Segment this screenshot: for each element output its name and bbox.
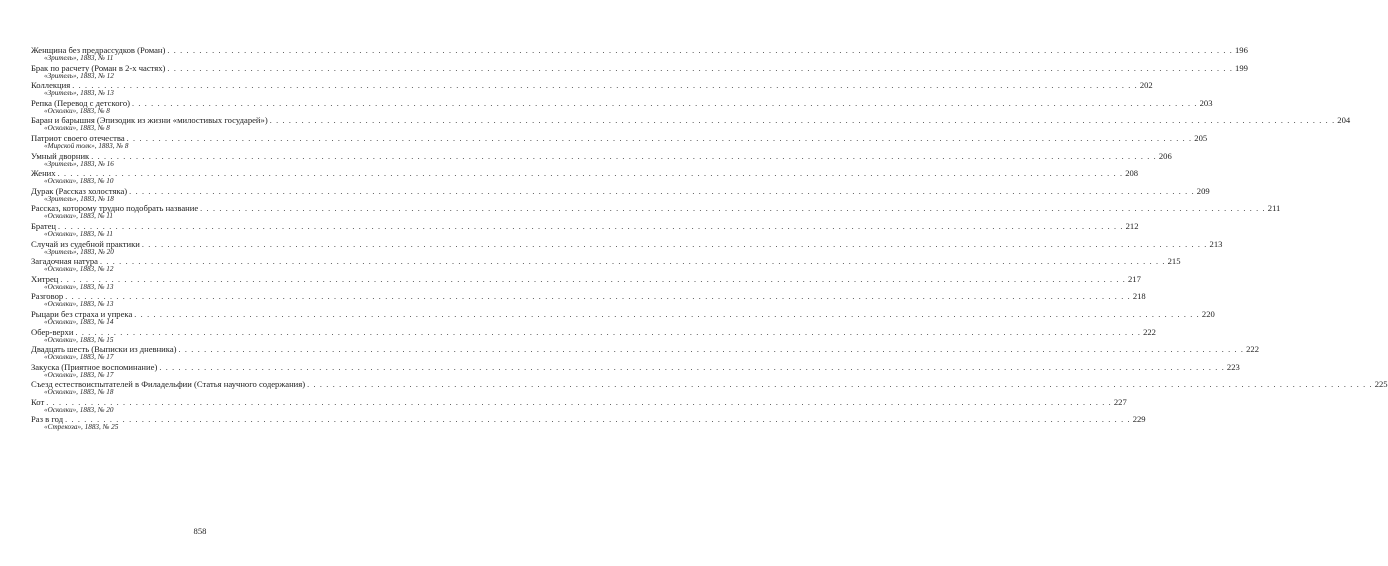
dot-leader	[167, 64, 1233, 74]
entry-source: «Зритель», 1883, № 13	[44, 89, 114, 98]
entry-page-number: 208	[1125, 168, 1139, 179]
entry-source: «Зритель», 1883, № 16	[44, 159, 114, 168]
entry-source: «Осколки», 1883, № 13	[44, 300, 114, 309]
toc-entry	[31, 344, 1259, 362]
toc-entry	[31, 273, 1141, 292]
entry-title: Двадцать шесть (Выписки из дневника)	[31, 344, 177, 355]
entry-page-number: 213	[1209, 238, 1223, 249]
entry-source: «Мирской толк», 1883, № 8	[44, 141, 129, 150]
entry-source: «Осколки», 1883, № 13	[44, 282, 114, 291]
entry-source: «Осколки», 1883, № 12	[44, 265, 114, 274]
toc-entry	[31, 220, 1139, 239]
entry-source: «Осколки», 1883, № 8	[44, 106, 110, 115]
entry-source: «Осколки», 1883, № 11	[44, 212, 113, 221]
entry-page-number: 218	[1132, 291, 1146, 302]
entry-page-number: 202	[1139, 80, 1153, 91]
toc-entry-line	[31, 326, 1156, 337]
toc-entry	[31, 97, 1213, 116]
toc-entry	[31, 308, 1215, 327]
entry-page-number: 229	[1132, 414, 1146, 425]
toc-entry	[31, 203, 1281, 221]
entry-title: Раз в год	[31, 414, 64, 425]
entry-page-number: 209	[1196, 185, 1210, 196]
dot-leader	[179, 345, 1245, 355]
entry-page-number: 211	[1267, 203, 1281, 214]
entry-page-number: 215	[1167, 256, 1181, 267]
entry-title: Патриот своего отечества	[31, 132, 125, 143]
entry-title: Коллекция	[31, 80, 71, 91]
dot-leader	[167, 46, 1233, 56]
toc-entry	[31, 80, 1153, 98]
entry-source: «Осколки», 1883, № 11	[44, 229, 113, 238]
dot-leader	[129, 187, 1195, 197]
entry-title: Умный дворник	[31, 150, 90, 161]
entry-title: Загадочная натура	[31, 256, 98, 267]
entry-page-number: 199	[1235, 62, 1248, 73]
entry-source: «Осколки», 1883, № 18	[44, 388, 114, 397]
dot-leader	[132, 99, 1198, 109]
entry-source: «Осколки», 1883, № 17	[44, 353, 114, 362]
dot-leader	[72, 81, 1138, 91]
dot-leader	[127, 134, 1193, 144]
entry-page-number: 217	[1128, 273, 1141, 284]
toc-entry	[31, 291, 1146, 309]
entry-page-number: 212	[1125, 220, 1139, 231]
entry-title: Кот	[31, 396, 45, 407]
entry-title: Закуска (Приятное воспоминание)	[31, 361, 158, 372]
entry-page-number: 223	[1226, 361, 1240, 372]
entry-title: Обер-верхи	[31, 326, 74, 337]
entry-source: «Осколки», 1883, № 20	[44, 405, 114, 414]
entry-title: Брак по расчету (Роман в 2-х частях)	[31, 62, 166, 73]
entry-page-number: 205	[1194, 132, 1208, 143]
entry-source: «Зритель», 1883, № 11	[44, 54, 114, 62]
dot-leader	[65, 292, 1131, 302]
toc-entry	[31, 132, 1208, 151]
entry-source: «Осколки», 1883, № 14	[44, 317, 114, 326]
entry-title: Братец	[31, 220, 56, 231]
entry-title: Репка (Перевод с детского)	[31, 97, 130, 108]
toc-entry	[31, 238, 1223, 257]
toc-entry	[31, 326, 1156, 345]
table-of-contents	[31, 45, 1388, 432]
entry-source: «Зритель», 1883, № 12	[44, 71, 114, 80]
entry-source: «Осколки», 1883, № 8	[44, 124, 110, 133]
entry-page-number: 227	[1113, 396, 1127, 407]
entry-page-number: 206	[1158, 150, 1172, 161]
page-number: 858	[193, 526, 207, 536]
entry-title: Жених	[31, 168, 56, 179]
entry-source: «Зритель», 1883, № 20	[44, 247, 114, 256]
toc-entry	[31, 62, 1248, 81]
entry-title: Хитрец	[31, 273, 59, 284]
toc-entry	[31, 414, 1146, 432]
toc-entry	[31, 361, 1240, 380]
dot-leader	[134, 310, 1200, 320]
entry-title: Разговор	[31, 291, 64, 302]
entry-source: «Стрекоза», 1883, № 25	[44, 423, 119, 432]
dot-leader	[60, 275, 1126, 285]
entry-page-number: 203	[1199, 97, 1213, 108]
dot-leader	[65, 415, 1131, 425]
dot-leader	[270, 116, 1336, 126]
entry-source: «Осколки», 1883, № 10	[44, 177, 114, 186]
toc-entry	[31, 185, 1210, 204]
entry-title: Рыцари без страха и упрека	[31, 308, 133, 319]
entry-title: Съезд естествоиспытателей в Филадельфии (Статья научного содержания)	[31, 379, 306, 390]
entry-title: Дурак (Рассказ холостяка)	[31, 185, 128, 196]
toc-entry	[31, 379, 1388, 397]
toc-entry	[31, 168, 1139, 186]
dot-leader	[100, 257, 1166, 267]
entry-page-number: 196	[1234, 45, 1248, 55]
entry-page-number: 225	[1374, 379, 1388, 390]
entry-title: Случай из судебной практики	[31, 238, 140, 249]
toc-entry	[31, 115, 1351, 133]
entry-page-number: 204	[1337, 115, 1351, 126]
entry-title: Женщина без предрассудков (Роман)	[31, 45, 166, 55]
dot-leader	[307, 380, 1373, 390]
toc-entry	[31, 45, 1248, 63]
entry-source: «Зритель», 1883, № 18	[44, 194, 114, 203]
dot-leader	[159, 363, 1225, 373]
dot-leader	[200, 204, 1266, 214]
dot-leader	[58, 169, 1124, 179]
entry-page-number: 220	[1201, 308, 1215, 319]
dot-leader	[75, 328, 1141, 338]
dot-leader	[46, 398, 1112, 408]
entry-title: Рассказ, которому трудно подобрать название	[31, 203, 199, 214]
toc-entry	[31, 150, 1172, 169]
entry-page-number: 222	[1143, 326, 1156, 337]
toc-entry	[31, 396, 1127, 415]
entry-source: «Осколки», 1883, № 15	[44, 335, 114, 344]
entry-page-number: 222	[1246, 344, 1259, 355]
dot-leader	[58, 222, 1124, 232]
entry-source: «Осколки», 1883, № 17	[44, 370, 114, 379]
entry-title: Баран и барышня (Эпизодик из жизни «милостивых государей»)	[31, 115, 268, 126]
dot-leader	[142, 240, 1208, 250]
dot-leader	[91, 152, 1157, 162]
toc-entry	[31, 256, 1181, 274]
